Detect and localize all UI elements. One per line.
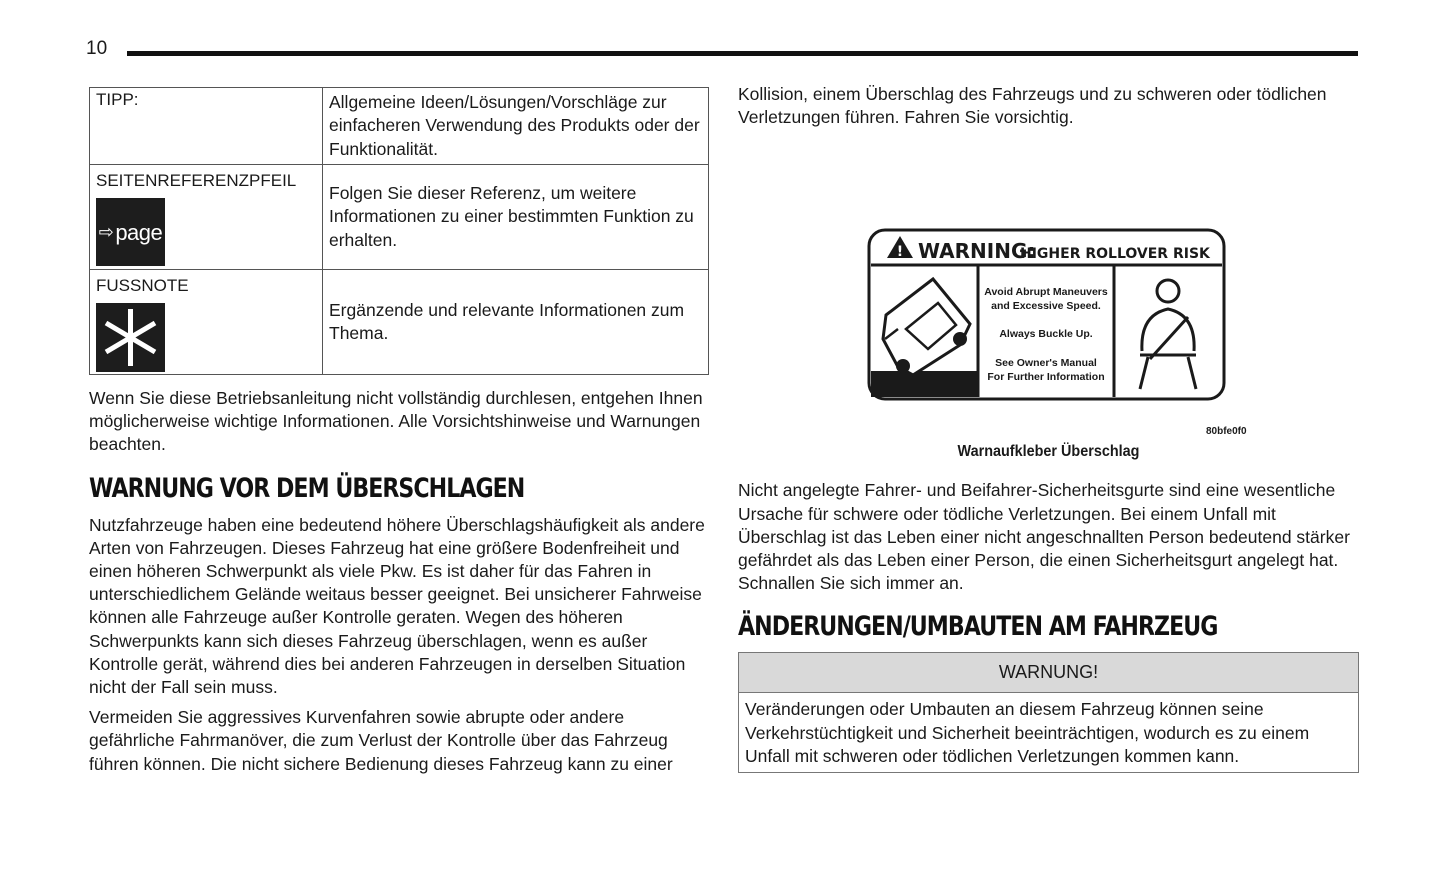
rollover-heading: WARNUNG VOR DEM ÜBERSCHLAGEN xyxy=(89,472,525,504)
legend-key-label: TIPP: xyxy=(96,90,139,109)
sticker-warning-label: WARNING: xyxy=(918,239,1036,264)
modifications-heading: ÄNDERUNGEN/UMBAUTEN AM FAHRZEUG xyxy=(738,611,1218,643)
legend-key-cell xyxy=(90,270,323,375)
footnote-asterisk-icon xyxy=(96,303,165,372)
warning-box-title: WARNUNG! xyxy=(739,653,1358,693)
table-row xyxy=(90,88,709,165)
svg-text:!: ! xyxy=(896,244,904,261)
sticker-line-4: See Owner's Manual xyxy=(995,357,1097,370)
warning-box xyxy=(738,652,1359,773)
rollover-warning-sticker xyxy=(738,139,1359,461)
sticker-graphic xyxy=(738,139,1359,439)
sticker-caption: Warnaufkleber Überschlag xyxy=(957,443,1140,461)
page-number: 10 xyxy=(86,38,108,59)
legend-key-cell xyxy=(90,88,323,165)
symbol-legend-table xyxy=(89,87,709,375)
sticker-line-2: and Excessive Speed. xyxy=(991,300,1101,313)
page-arrow-icon-label: page xyxy=(115,219,163,245)
table-row xyxy=(90,165,709,270)
sticker-line-3: Always Buckle Up. xyxy=(999,328,1093,341)
continuation-paragraph: Kollision, einem Überschlag des Fahrzeugs und zu schweren oder tödlichen Verletzungen führen. Fahren Sie vorsichtig. xyxy=(738,84,1327,128)
legend-description: Allgemeine Ideen/Lösungen/Vorschläge zur einfacheren Verwendung des Produkts oder der Funktionalität. xyxy=(323,88,709,165)
sticker-line-1: Avoid Abrupt Maneuvers xyxy=(984,286,1108,299)
legend-key-label: SEITENREFERENZPFEIL xyxy=(96,171,297,190)
table-row xyxy=(90,270,709,375)
legend-description: Folgen Sie dieser Referenz, um weitere Informationen zu einer bestimmten Funktion zu erhalten. xyxy=(323,165,709,270)
sticker-line-5: For Further Information xyxy=(987,371,1105,384)
rollover-paragraph-1: Nutzfahrzeuge haben eine bedeutend höhere Überschlagshäufigkeit als andere Arten von Fahrzeugen. Dieses Fahrzeug hat eine größere Bodenfreiheit und einen höheren Schwerpunkt als viele Pkw. Es ist daher für das Fahren in unterschiedlichem Gelände weitaus besser geeignet. Bei unsicherer Fahrweise können alle Fahrzeuge außer Kontrolle geraten. Wegen des höheren Schwerpunkts kann sich dieses Fahrzeug überschlagen, wenn es außer Kontrolle gerät, während dies bei anderen Fahrzeugen in derselben Situation nicht der Fall sein muss. xyxy=(89,514,705,698)
left-column xyxy=(89,87,709,776)
sticker-image-code: 80bfe0f0 xyxy=(1206,426,1247,438)
page-arrow-icon: ⇨ page xyxy=(96,198,165,266)
seatbelt-paragraph: Nicht angelegte Fahrer- und Beifahrer-Sicherheitsgurte sind eine wesentliche Ursache für schwere oder tödliche Verletzungen. Bei einem Unfall mit Überschlag ist das Leben einer nicht angeschnallten Person bedeutend stärker gefährdet als das Leben einer Person, die einen Sicherheitsgurt angelegt hat. Schnallen Sie sich immer an. xyxy=(738,480,1350,594)
legend-key-cell xyxy=(90,165,323,270)
header-rule xyxy=(127,51,1358,56)
legend-key-label: FUSSNOTE xyxy=(96,276,189,295)
right-column xyxy=(738,83,1359,773)
warning-box-text: Veränderungen oder Umbauten an diesem Fahrzeug können seine Verkehrstüchtigkeit und Sicherheit beeinträchtigen, wodurch es zu einem Unfall mit schweren oder tödlichen Verletzungen kommen kann. xyxy=(745,699,1310,766)
intro-paragraph: Wenn Sie diese Betriebsanleitung nicht vollständig durchlesen, entgehen Ihnen möglicherweise wichtige Informationen. Alle Vorsichtshinweise und Warnungen beachten. xyxy=(89,388,703,455)
rollover-paragraph-2: Vermeiden Sie aggressives Kurvenfahren sowie abrupte oder andere gefährliche Fahrmanöver, die zum Verlust der Kontrolle über das Fahrzeug führen können. Die nicht sichere Bedienung dieses Fahrzeug kann zu einer xyxy=(89,707,673,774)
sticker-warning-subtitle: HIGHER ROLLOVER RISK xyxy=(1020,246,1210,263)
legend-description: Ergänzende und relevante Informationen zum Thema. xyxy=(323,270,709,375)
